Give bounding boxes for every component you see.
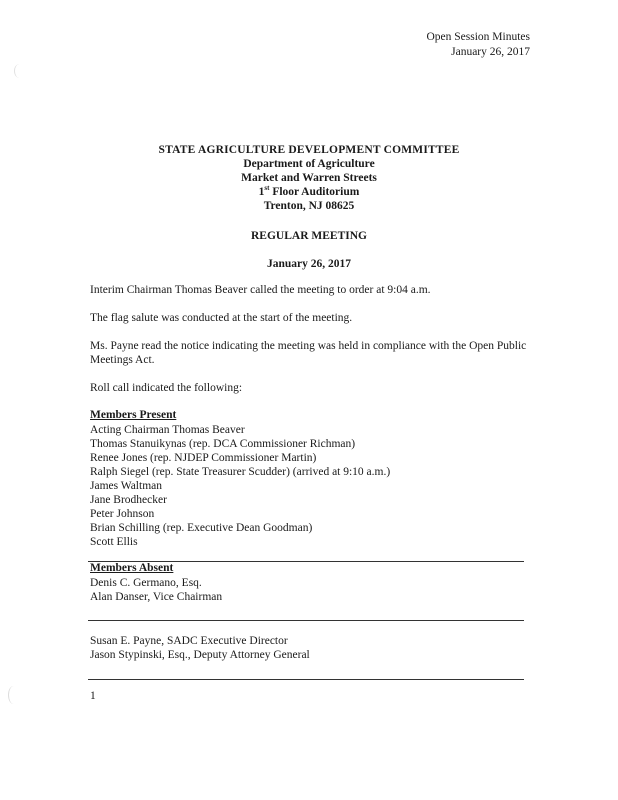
floor-number: 1 xyxy=(258,186,265,198)
list-item: Denis C. Germano, Esq. xyxy=(90,577,202,589)
list-item: Peter Johnson xyxy=(90,508,155,520)
roll-call-paragraph: Roll call indicated the following: xyxy=(90,382,243,394)
open-meetings-paragraph: Ms. Payne read the notice indicating the meeting was held in compliance with the Open Public Meetings Act. xyxy=(90,340,527,366)
venue xyxy=(0,185,618,199)
venue-name: Floor Auditorium xyxy=(269,186,360,198)
flag-salute-paragraph: The flag salute was conducted at the start of the meeting. xyxy=(90,312,353,324)
committee-name: STATE AGRICULTURE DEVELOPMENT COMMITTEE xyxy=(158,144,460,156)
list-item: Brian Schilling (rep. Executive Dean Goodman) xyxy=(90,522,313,534)
list-item: James Waltman xyxy=(90,480,162,492)
list-item: Acting Chairman Thomas Beaver xyxy=(90,424,245,436)
scan-mark xyxy=(8,686,19,704)
street-address: Market and Warren Streets xyxy=(241,172,377,184)
committee-title-block xyxy=(0,143,618,213)
meeting-type: REGULAR MEETING xyxy=(251,230,367,242)
department-name: Department of Agriculture xyxy=(243,158,375,170)
list-item: Thomas Stanuikynas (rep. DCA Commissioner Richman) xyxy=(90,438,356,450)
header-date: January 26, 2017 xyxy=(451,46,530,58)
list-item: Ralph Siegel (rep. State Treasurer Scudder) (arrived at 9:10 a.m.) xyxy=(90,466,391,478)
running-header xyxy=(427,30,531,60)
list-item: Scott Ellis xyxy=(90,536,138,548)
list-item: Alan Danser, Vice Chairman xyxy=(90,591,223,603)
list-item: Jason Stypinski, Esq., Deputy Attorney General xyxy=(90,649,310,661)
members-absent-heading: Members Absent xyxy=(90,562,174,574)
page-number: 1 xyxy=(90,690,96,702)
call-to-order-paragraph: Interim Chairman Thomas Beaver called the meeting to order at 9:04 a.m. xyxy=(90,284,431,296)
staff-list xyxy=(90,634,310,662)
members-absent-list xyxy=(90,576,222,604)
meeting-date: January 26, 2017 xyxy=(266,258,352,270)
members-present-heading: Members Present xyxy=(90,409,177,421)
floor-suffix: st xyxy=(264,184,270,193)
section-divider xyxy=(88,620,524,621)
section-divider xyxy=(88,679,524,680)
list-item: Susan E. Payne, SADC Executive Director xyxy=(90,635,288,647)
header-title: Open Session Minutes xyxy=(426,31,530,43)
scan-mark xyxy=(14,64,25,78)
list-item: Jane Brodhecker xyxy=(90,494,167,506)
city-address: Trenton, NJ 08625 xyxy=(263,200,355,212)
list-item: Renee Jones (rep. NJDEP Commissioner Martin) xyxy=(90,452,317,464)
members-present-list xyxy=(90,423,390,549)
